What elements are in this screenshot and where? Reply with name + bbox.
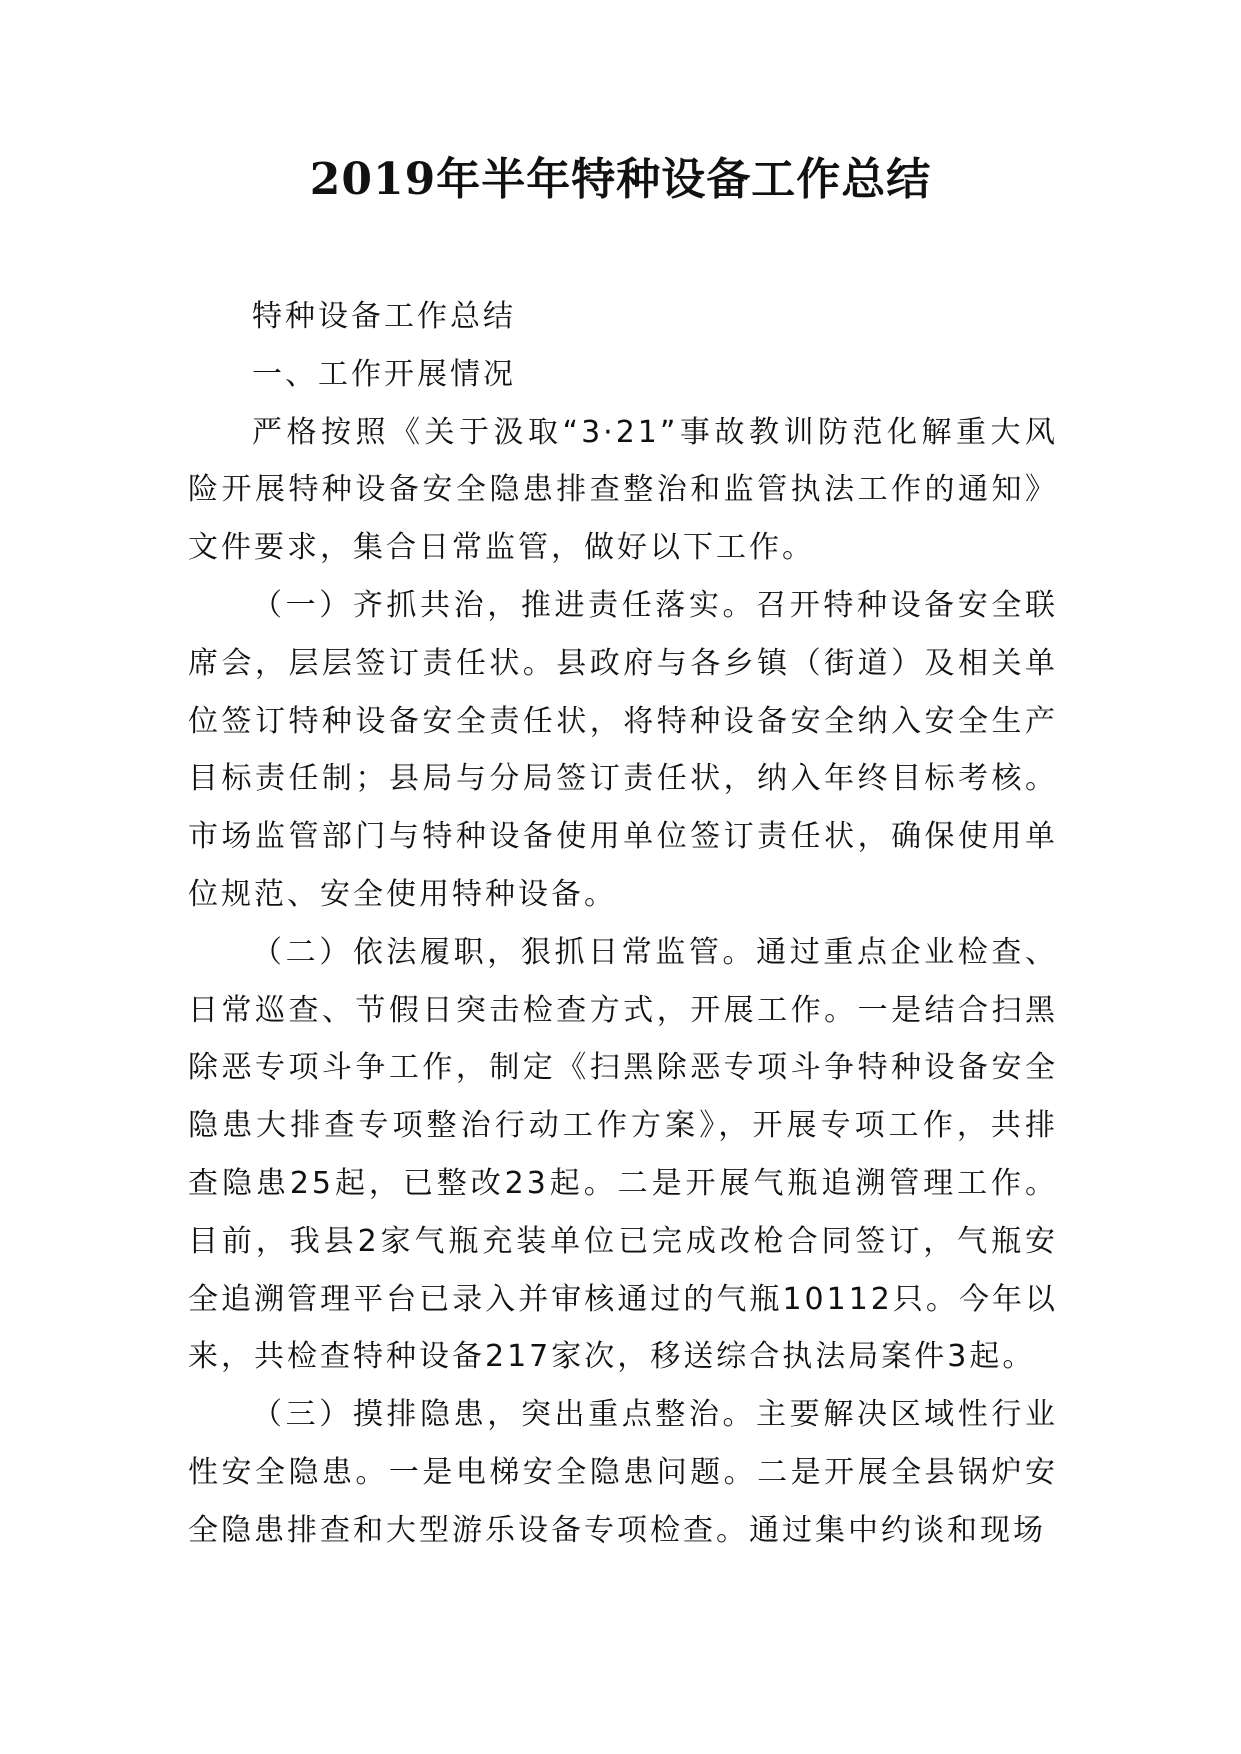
body-paragraph: （三）摸排隐患，突出重点整治。主要解决区域性行业性安全隐患。一是电梯安全隐患问题。二是开展全县锅炉安全隐患排查和大型游乐设备专项检查。通过集中约谈和现场 bbox=[188, 1397, 1058, 1548]
document-title: 2019年半年特种设备工作总结 bbox=[309, 154, 932, 205]
document-body bbox=[188, 288, 1058, 1560]
subsection-heading: 一、工作开展情况 bbox=[252, 356, 516, 392]
body-paragraph: （二）依法履职，狠抓日常监管。通过重点企业检查、日常巡查、节假日突击检查方式，开展工作。一是结合扫黑除恶专项斗争工作，制定《扫黑除恶专项斗争特种设备安全隐患大排查专项整治行动工作方案》，开展专项工作，共排查隐患25起，已整改23起。二是开展气瓶追溯管理工作。目前，我县2家气瓶充装单位已完成改枪合同签订，气瓶安全追溯管理平台已录入并审核通过的气瓶10112只。今年以来，共检查特种设备217家次，移送综合执法局案件3起。 bbox=[188, 934, 1058, 1375]
body-paragraph: （一）齐抓共治，推进责任落实。召开特种设备安全联席会，层层签订责任状。县政府与各乡镇（街道）及相关单位签订特种设备安全责任状，将特种设备安全纳入安全生产目标责任制；县局与分局签订责任状，纳入年终目标考核。市场监管部门与特种设备使用单位签订责任状，确保使用单位规范、安全使用特种设备。 bbox=[188, 587, 1058, 912]
section-heading: 特种设备工作总结 bbox=[252, 299, 516, 334]
body-paragraph: 严格按照《关于汲取“3·21”事故教训防范化解重大风险开展特种设备安全隐患排查整治和监管执法工作的通知》文件要求，集合日常监管，做好以下工作。 bbox=[188, 414, 1058, 566]
